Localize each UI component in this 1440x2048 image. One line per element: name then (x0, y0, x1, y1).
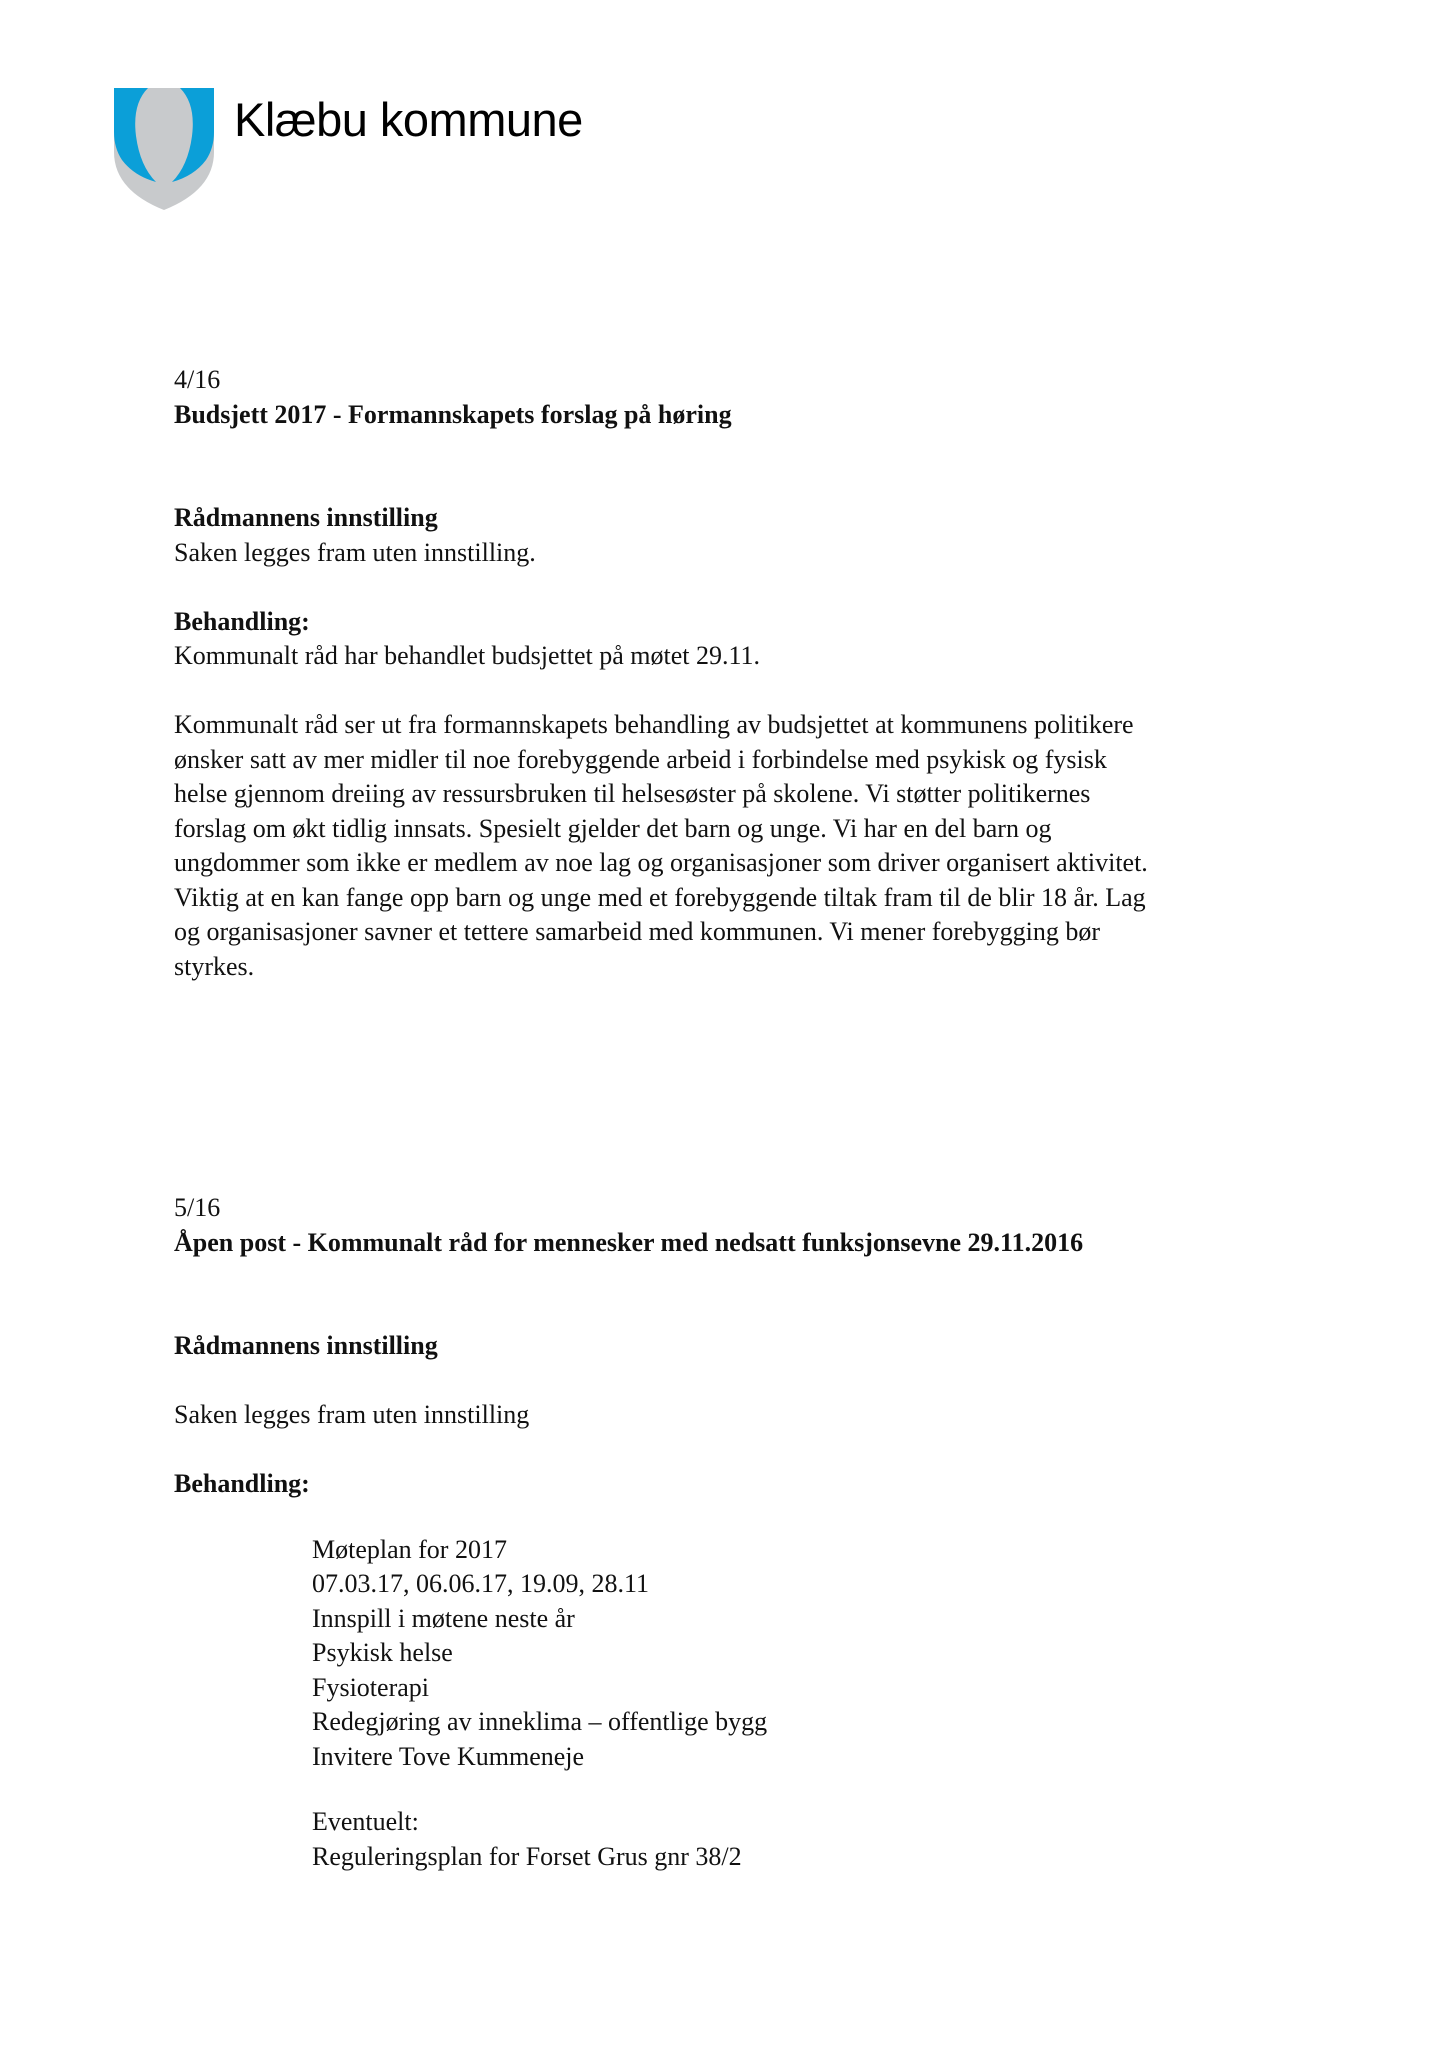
treatment-heading: Behandling: (174, 1469, 310, 1498)
treatment-heading: Behandling: (174, 606, 310, 636)
treatment-text: Kommunalt råd har behandlet budsjettet på møtet 29.11. (174, 641, 761, 670)
treatment-list (174, 1533, 1274, 1875)
recommendation-heading: Rådmannens innstilling (174, 1331, 438, 1360)
treatment-item: Redegjøring av inneklima – offentlige bygg (312, 1707, 768, 1736)
case-4-16 (174, 363, 1274, 984)
paragraph-line: Kommunalt råd ser ut fra formannskapets behandling av budsjettet at kommunens politikere (174, 710, 1134, 739)
recommendation-text: Saken legges fram uten innstilling. (174, 537, 536, 567)
treatment-item: Fysioterapi (312, 1672, 429, 1702)
treatment-item: Invitere Tove Kummeneje (312, 1741, 585, 1771)
document-body (174, 363, 1274, 1874)
paragraph-line: forslag om økt tidlig innsats. Spesielt gjelder det barn og unge. Vi har en del barn og (174, 813, 1052, 843)
treatment-item: Møteplan for 2017 (312, 1534, 507, 1564)
treatment-item: 07.03.17, 06.06.17, 19.09, 28.11 (312, 1569, 650, 1598)
treatment-item: Psykisk helse (312, 1638, 453, 1667)
paragraph-line: helse gjennom dreiing av ressursbruken til helsesøster på skolene. Vi støtter politikernes (174, 779, 1091, 808)
treatment-item: Innspill i møtene neste år (312, 1603, 575, 1633)
case-number: 5/16 (174, 1193, 221, 1222)
misc-item: Reguleringsplan for Forset Grus gnr 38/2 (312, 1841, 742, 1871)
case-number: 4/16 (174, 365, 221, 394)
case-title: Åpen post - Kommunalt råd for mennesker med nedsatt funksjonsevne 29.11.2016 (174, 1227, 1084, 1257)
case-5-16 (174, 1191, 1274, 1874)
recommendation-text: Saken legges fram uten innstilling (174, 1400, 530, 1429)
coat-of-arms-logo (112, 86, 216, 212)
treatment-paragraph (174, 708, 1274, 984)
paragraph-line: og organisasjoner savner et tettere samarbeid med kommunen. Vi mener forebygging bør (174, 917, 1100, 946)
organization-name: Klæbu kommune (234, 93, 583, 146)
recommendation-heading: Rådmannens innstilling (174, 503, 438, 532)
misc-heading: Eventuelt: (312, 1807, 419, 1836)
case-title: Budsjett 2017 - Formannskapets forslag på høring (174, 399, 732, 429)
paragraph-line: styrkes. (174, 951, 255, 981)
paragraph-line: ønsker satt av mer midler til noe forebyggende arbeid i forbindelse med psykisk og fysisk (174, 744, 1107, 774)
paragraph-line: ungdommer som ikke er medlem av noe lag og organisasjoner som driver organisert aktivitet. (174, 848, 1148, 877)
paragraph-line: Viktig at en kan fange opp barn og unge med et forebyggende tiltak fram til de blir 18 år. Lag (174, 882, 1146, 912)
